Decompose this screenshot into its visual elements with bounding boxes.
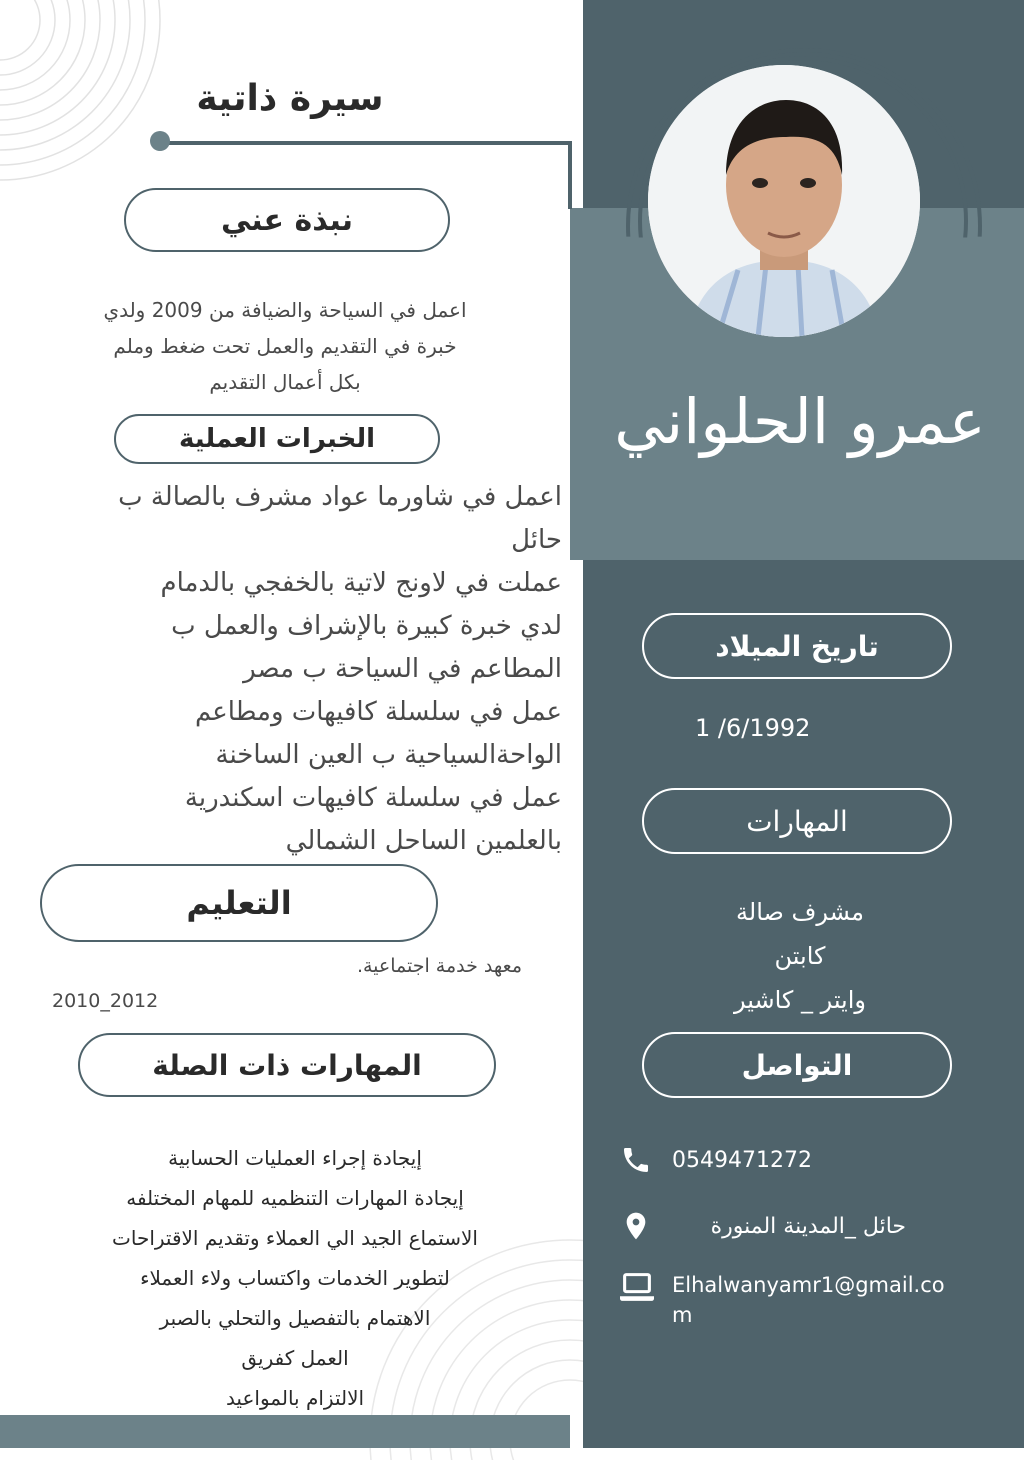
skills-list [650,890,950,1022]
related-skill-line: الاهتمام بالتفصيل والتحلي بالصبر [159,1306,431,1330]
person-avatar-icon [648,65,920,337]
page-title: سيرة ذاتية [196,78,384,119]
contact-heading-pill [642,1032,952,1098]
related-skills-heading-pill [78,1033,496,1097]
about-line: بكل أعمال التقديم [209,370,361,394]
related-skills-heading: المهارات ذات الصلة [152,1048,422,1082]
education-institute: معهد خدمة اجتماعية. [356,955,522,977]
related-skills-text [40,1138,550,1418]
person-name: عمرو الحلواني [614,385,986,458]
about-line: اعمل في السياحة والضيافة من 2009 ولدي [103,298,467,322]
contact-location: حائل _المدينة المنورة [710,1214,906,1239]
experience-line: المطاعم في السياحة ب مصر [243,654,562,684]
experience-line: حائل [511,525,562,555]
experience-line: لدي خبرة كبيرة بالإشراف والعمل ب [171,611,562,641]
experience-line: الواحةالسياحية ب العين الساخنة [215,740,562,770]
education-heading-pill [40,864,438,942]
contact-email[interactable] [672,1270,972,1330]
education-heading: التعليم [186,884,292,922]
birth-heading-pill [642,613,952,679]
about-heading-pill [124,188,450,252]
experience-line: اعمل في شاورما عواد مشرف بالصالة ب [118,482,562,512]
about-heading: نبذة عني [220,202,354,238]
experience-heading-pill [114,414,440,464]
related-skill-line: الالتزام بالمواعيد [225,1386,365,1410]
experience-heading: الخبرات العملية [178,424,376,454]
related-skill-line: إيجادة المهارات التنظميه للمهام المختلفه [126,1186,464,1210]
birth-date: 1 /6/1992 [695,714,811,742]
location-pin-icon [620,1208,652,1244]
contact-phone[interactable]: 0549471272 [672,1148,812,1173]
education-years: 2010_2012 [52,990,159,1012]
contact-email-line[interactable]: m [672,1303,693,1327]
phone-icon [620,1144,652,1176]
related-skill-line: الاستماع الجيد الي العملاء وتقديم الاقتراحات [112,1226,478,1250]
timeline-dot [150,131,170,151]
profile-photo [648,65,920,337]
bottom-bar [0,1415,570,1448]
related-skill-line: لتطوير الخدمات واكتساب ولاء العملاء [140,1266,450,1290]
skill-item: وايتر _ كاشير [733,986,866,1014]
decorative-arcs-top [0,0,170,190]
birth-heading: تاريخ الميلاد [715,629,879,663]
related-skill-line: إيجادة إجراء العمليات الحسابية [168,1146,422,1170]
experience-text [20,476,562,863]
experience-line: عمل في سلسلة كافيهات اسكندرية [184,783,562,813]
laptop-icon [618,1270,656,1304]
skill-item: كابتن [774,942,826,970]
about-text [30,292,540,400]
contact-email-line[interactable]: Elhalwanyamr1@gmail.co [672,1273,945,1297]
experience-line: عمل في سلسلة كافيهات ومطاعم [194,697,562,727]
skill-item: مشرف صالة [736,898,864,926]
skills-heading-pill [642,788,952,854]
related-skill-line: العمل كفريق [241,1346,349,1370]
skills-heading: المهارات [746,804,848,838]
experience-line: عملت في لاونج لاتية بالخفجي بالدمام [160,568,562,598]
about-line: خبرة في التقديم والعمل تحت ضغط وملم [113,334,457,358]
contact-heading: التواصل [741,1048,853,1082]
experience-line: بالعلمين الساحل الشمالي [285,826,562,856]
